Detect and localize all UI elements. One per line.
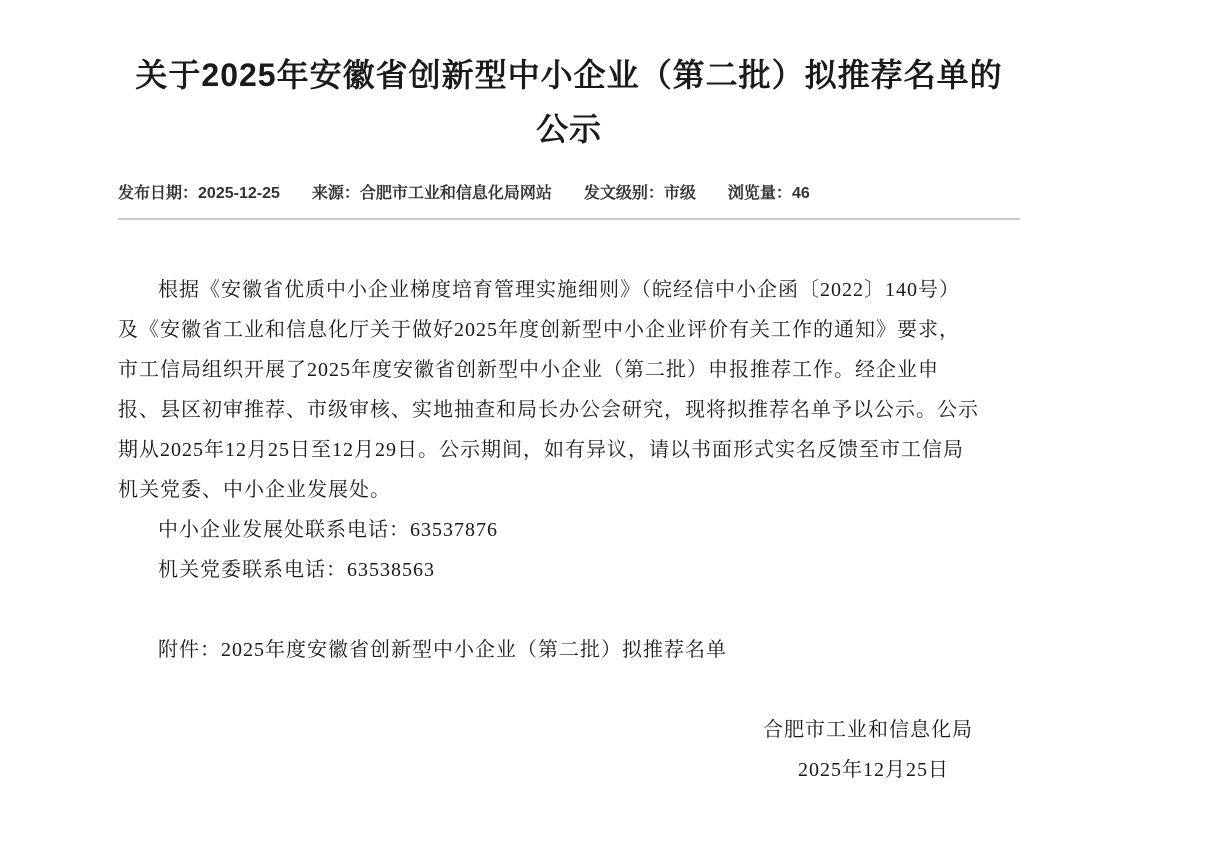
meta-document-level — [584, 184, 696, 204]
contact-smb-office-line: 中小企业发展处联系电话：63537876 — [158, 519, 498, 541]
meta-view-count-label: 浏览量： — [727, 185, 792, 202]
meta-view-count-value: 46 — [791, 185, 810, 202]
signature-organization: 合肥市工业和信息化局 — [763, 719, 973, 741]
meta-document-level-label: 发文级别： — [583, 185, 664, 202]
article-page — [118, 48, 1020, 790]
meta-publish-date-value: 2025-12-25 — [198, 185, 280, 202]
main-paragraph: 根据《安徽省优质中小企业梯度培育管理实施细则》（皖经信中小企函〔2022〕140号）及《安徽省工业和信息化厅关于做好2025年度创新型中小企业评价有关工作的通知》要求，市工信局组织开展了2025年度安徽省创新型中小企业（第二批）申报推荐工作。经企业申报、县区初审推荐、市级审核、实地抽查和局长办公会研究，现将拟推荐名单予以公示。公示期从2025年12月25日至12月29日。公示期间，如有异议，请以书面形式实名反馈至市工信局机关党委、中小企业发展处。 — [118, 279, 979, 501]
meta-publish-date — [118, 184, 280, 204]
page-title-line-1: 关于2025年安徽省创新型中小企业（第二批）拟推荐名单的 — [135, 57, 1003, 93]
attachment-line: 附件：2025年度安徽省创新型中小企业（第二批）拟推荐名单 — [158, 639, 727, 661]
article-meta — [118, 184, 1020, 220]
meta-document-level-value: 市级 — [663, 185, 696, 202]
meta-publish-date-label: 发布日期： — [118, 185, 199, 202]
page-title — [118, 48, 1020, 156]
page-title-line-2: 公示 — [535, 111, 602, 147]
meta-view-count — [728, 184, 810, 204]
contact-party-committee-line: 机关党委联系电话：63538563 — [158, 559, 435, 581]
meta-source — [312, 184, 552, 204]
signature-date: 2025年12月25日 — [798, 759, 949, 781]
article-body — [118, 270, 980, 670]
meta-source-value: 合肥市工业和信息化局网站 — [359, 185, 552, 202]
meta-source-label: 来源： — [311, 185, 360, 202]
signature-block — [118, 710, 1020, 790]
